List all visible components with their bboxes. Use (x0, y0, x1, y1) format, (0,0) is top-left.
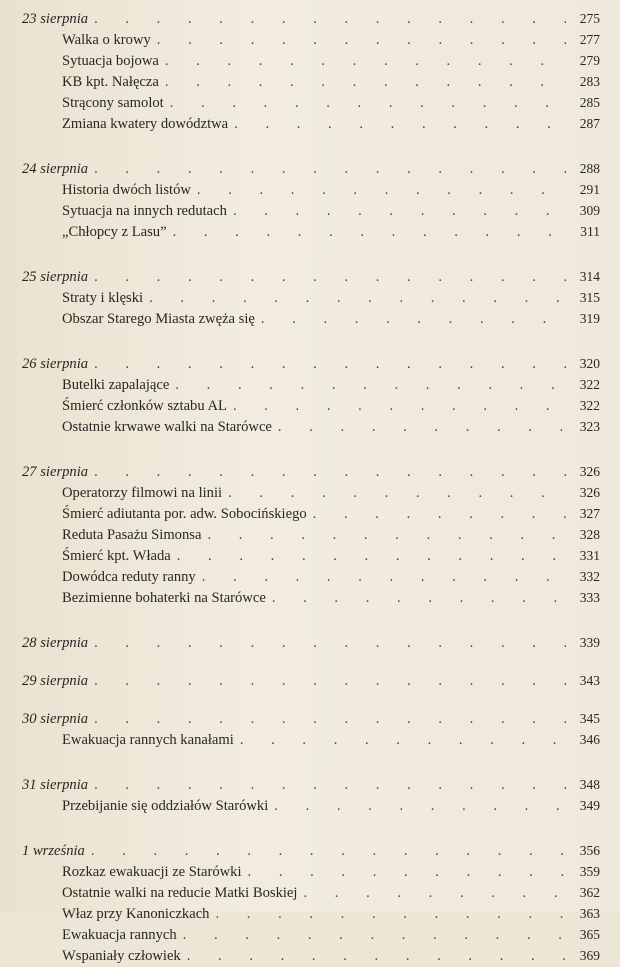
toc-section (22, 632, 600, 653)
leader-dots (303, 883, 566, 904)
leader-dots (149, 288, 566, 309)
entry-title: Sytuacja bojowa (62, 53, 159, 69)
page-number: 287 (579, 116, 600, 131)
entry-title: Ostatnie walki na reducie Matki Boskiej (62, 885, 298, 901)
toc-section (22, 266, 600, 329)
leader-dots (94, 462, 566, 483)
entry-title: Bezimienne bohaterki na Starówce (62, 590, 266, 606)
entry-title: Historia dwóch listów (62, 182, 191, 198)
entry-title: Zmiana kwatery dowództwa (62, 116, 229, 132)
date-title: 26 sierpnia (22, 356, 89, 372)
toc-date-heading (22, 8, 600, 29)
page-number: 314 (579, 269, 600, 284)
toc-entry (22, 566, 600, 587)
toc-entry (22, 729, 600, 750)
leader-dots (94, 709, 566, 730)
leader-dots (157, 30, 566, 51)
entry-title: Wspaniały człowiek (62, 948, 181, 964)
leader-dots (240, 730, 566, 751)
date-title: 31 sierpnia (22, 777, 89, 793)
toc-date-heading (22, 774, 600, 795)
toc-entry (22, 29, 600, 50)
toc-section (22, 8, 600, 134)
leader-dots (94, 267, 566, 288)
entry-title: Butelki zapalające (62, 377, 170, 393)
leader-dots (173, 222, 566, 243)
leader-dots (91, 841, 566, 862)
toc-date-heading (22, 708, 600, 729)
toc-entry (22, 587, 600, 608)
toc-date-heading (22, 158, 600, 179)
page-number: 359 (579, 864, 600, 879)
toc-entry (22, 374, 600, 395)
leader-dots (233, 201, 566, 222)
page-number: 339 (579, 635, 600, 650)
page-number: 369 (579, 948, 600, 963)
toc-entry (22, 287, 600, 308)
toc-section (22, 708, 600, 750)
date-title: 23 sierpnia (22, 11, 89, 27)
leader-dots (187, 946, 566, 967)
page-number: 343 (579, 673, 600, 688)
date-title: 1 września (22, 843, 85, 859)
page-number: 345 (579, 711, 600, 726)
leader-dots (94, 9, 566, 30)
toc-entry (22, 945, 600, 966)
date-title: 25 sierpnia (22, 269, 89, 285)
toc-entry (22, 50, 600, 71)
page-number: 363 (579, 906, 600, 921)
leader-dots (274, 796, 566, 817)
leader-dots (233, 396, 566, 417)
toc-entry (22, 71, 600, 92)
toc-section (22, 670, 600, 691)
entry-title: Ewakuacja rannych kanałami (62, 732, 234, 748)
entry-title: KB kpt. Nałęcza (62, 74, 159, 90)
leader-dots (94, 671, 566, 692)
date-title: 27 sierpnia (22, 464, 89, 480)
entry-title: Straty i klęski (62, 290, 144, 306)
leader-dots (94, 775, 566, 796)
toc-date-heading (22, 670, 600, 691)
entry-title: Śmierć adiutanta por. adw. Sobocińskiego (62, 506, 307, 522)
leader-dots (202, 567, 566, 588)
page-number: 365 (579, 927, 600, 942)
page-number: 333 (579, 590, 600, 605)
leader-dots (165, 72, 566, 93)
date-title: 30 sierpnia (22, 711, 89, 727)
toc-date-heading (22, 840, 600, 861)
toc-date-heading (22, 353, 600, 374)
entry-title: Sytuacja na innych redutach (62, 203, 227, 219)
page-number: 362 (579, 885, 600, 900)
toc-entry (22, 903, 600, 924)
page-number: 326 (579, 464, 600, 479)
entry-title: Ewakuacja rannych (62, 927, 177, 943)
page-number: 275 (579, 11, 600, 26)
entry-title: „Chłopcy z Lasu” (62, 224, 167, 240)
entry-title: Operatorzy filmowi na linii (62, 485, 223, 501)
toc-entry (22, 395, 600, 416)
page-number: 320 (579, 356, 600, 371)
entry-title: Śmierć członków sztabu AL (62, 398, 227, 414)
toc-entry (22, 482, 600, 503)
page-number: 328 (579, 527, 600, 542)
entry-title: Ostatnie krwawe walki na Starówce (62, 419, 272, 435)
toc-date-heading (22, 632, 600, 653)
toc-entry (22, 92, 600, 113)
toc-entry (22, 179, 600, 200)
toc-entry (22, 221, 600, 242)
page-number: 323 (579, 419, 600, 434)
page-number: 279 (579, 53, 600, 68)
page-number: 319 (579, 311, 600, 326)
entry-title: Obszar Starego Miasta zwęża się (62, 311, 255, 327)
toc-entry (22, 545, 600, 566)
leader-dots (278, 417, 566, 438)
toc-entry (22, 861, 600, 882)
toc-section (22, 840, 600, 966)
leader-dots (177, 546, 566, 567)
leader-dots (228, 483, 566, 504)
leader-dots (197, 180, 566, 201)
page-number: 348 (579, 777, 600, 792)
toc-entry (22, 416, 600, 437)
page-number: 327 (579, 506, 600, 521)
entry-title: Walka o krowy (62, 32, 151, 48)
toc-date-heading (22, 266, 600, 287)
leader-dots (94, 633, 566, 654)
toc-section (22, 774, 600, 816)
toc-entry (22, 503, 600, 524)
page-number: 346 (579, 732, 600, 747)
page-number: 332 (579, 569, 600, 584)
toc-entry (22, 308, 600, 329)
page-number: 309 (579, 203, 600, 218)
page-number: 288 (579, 161, 600, 176)
page-number: 311 (580, 224, 600, 239)
leader-dots (248, 862, 566, 883)
toc-section (22, 461, 600, 608)
leader-dots (183, 925, 566, 946)
toc-entry (22, 200, 600, 221)
page-number: 356 (579, 843, 600, 858)
toc-entry (22, 882, 600, 903)
toc-entry (22, 524, 600, 545)
entry-title: Rozkaz ewakuacji ze Starówki (62, 864, 242, 880)
entry-title: Strącony samolot (62, 95, 164, 111)
leader-dots (215, 904, 566, 925)
leader-dots (165, 51, 566, 72)
toc-entry (22, 924, 600, 945)
toc-section (22, 353, 600, 437)
page-number: 322 (579, 377, 600, 392)
toc-entry (22, 113, 600, 134)
entry-title: Dowódca reduty ranny (62, 569, 196, 585)
toc-date-heading (22, 461, 600, 482)
entry-title: Śmierć kpt. Włada (62, 548, 171, 564)
leader-dots (94, 159, 566, 180)
entry-title: Przebijanie się oddziałów Starówki (62, 798, 269, 814)
date-title: 29 sierpnia (22, 673, 89, 689)
page-number: 331 (579, 548, 600, 563)
toc-section (22, 158, 600, 242)
page-number: 283 (579, 74, 600, 89)
page-number: 315 (579, 290, 600, 305)
page-number: 349 (579, 798, 600, 813)
toc-entry (22, 795, 600, 816)
leader-dots (234, 114, 566, 135)
leader-dots (261, 309, 566, 330)
leader-dots (94, 354, 566, 375)
date-title: 28 sierpnia (22, 635, 89, 651)
page-number: 322 (579, 398, 600, 413)
page-number: 277 (579, 32, 600, 47)
leader-dots (175, 375, 566, 396)
leader-dots (170, 93, 566, 114)
leader-dots (272, 588, 566, 609)
page-number: 285 (579, 95, 600, 110)
date-title: 24 sierpnia (22, 161, 89, 177)
page-number: 326 (579, 485, 600, 500)
entry-title: Reduta Pasażu Simonsa (62, 527, 202, 543)
entry-title: Właz przy Kanoniczkach (62, 906, 210, 922)
leader-dots (207, 525, 566, 546)
toc-list (22, 8, 600, 966)
leader-dots (313, 504, 566, 525)
page-number: 291 (579, 182, 600, 197)
